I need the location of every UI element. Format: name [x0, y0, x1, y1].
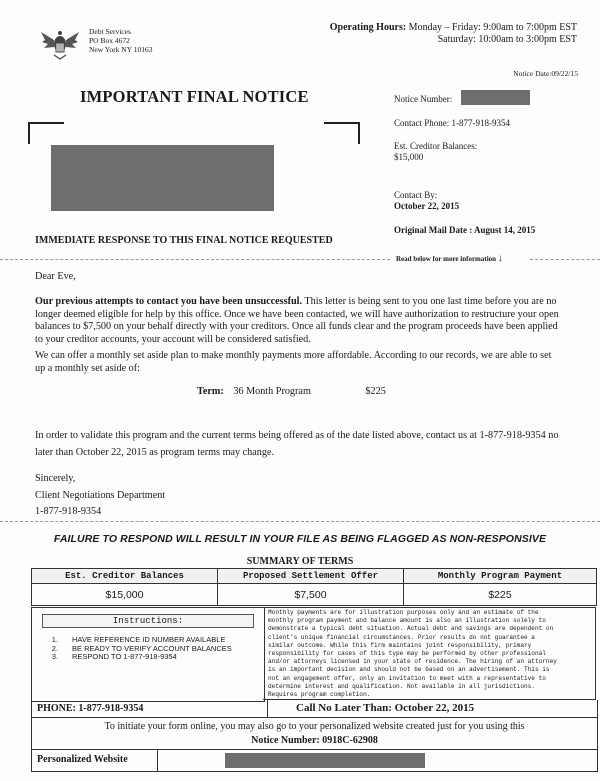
paragraph-line3: balances to $7,500 on your behalf directly with your creditors. Once all funds clear and the program proceeds have been applied: [35, 321, 558, 333]
recipient-address-redaction: [51, 145, 274, 211]
instructions-box: [31, 607, 265, 702]
paragraph-line4: to your creditor accounts, your account will be considered satisfied.: [35, 333, 311, 345]
contact-phone: Contact Phone: 1-877-918-9354: [394, 118, 510, 128]
contact-by-label: Contact By:: [394, 190, 438, 200]
disclaimer-line: and/or attorneys licensed in your state of residence. The hiring of an attorney: [268, 658, 557, 666]
instruction-item: RESPOND TO 1-877-918-9354: [72, 652, 177, 662]
set-aside-line1: We can offer a monthly set aside plan to make monthly payments more affordable. According to our records, we are able to set: [35, 350, 552, 361]
website-divider: [157, 749, 158, 771]
term-program: 36 Month Program: [233, 386, 311, 397]
original-mail-date: Original Mail Date : August 14, 2015: [394, 225, 536, 235]
contact-by-date: October 22, 2015: [394, 201, 460, 211]
disclaimer-line: Requires program completion.: [268, 691, 371, 699]
eagle-seal-logo: [40, 28, 80, 62]
warning-banner: FAILURE TO RESPOND WILL RESULT IN YOUR FILE AS BEING FLAGGED AS NON-RESPONSIVE: [53, 533, 547, 545]
summary-header-monthly: Monthly Program Payment: [404, 569, 597, 584]
paragraph-line2: longer deemed eligible for help by this office. Once we have been contacted, we will have authorization to restructure your open: [35, 308, 559, 320]
disclaimer-line: demonstrate a typical debt situation. Actual debt and savings are dependent on: [268, 625, 554, 633]
summary-value-monthly: $225: [404, 584, 597, 606]
creditor-balances-value: $15,000: [394, 152, 424, 162]
term-row: [197, 386, 386, 399]
disclaimer-line: monthly program payment and balance amount is also an illustration solely to: [268, 617, 546, 625]
closing-phone: 1-877-918-9354: [35, 506, 102, 518]
operating-hours-label: Operating Hours:: [329, 22, 407, 33]
term-label: Term:: [197, 386, 224, 397]
summary-table: [31, 568, 597, 606]
paragraph-line1: This letter is being sent to you one last time before you are no: [302, 296, 557, 307]
address-window-bracket-right: [324, 122, 360, 144]
creditor-balances-label: Est. Creditor Balances:: [394, 141, 478, 151]
notice-date: Notice Date:09/22/15: [513, 69, 578, 78]
phone-callby-row: [31, 700, 598, 718]
validate-line2: later than October 22, 2015 as program terms may change.: [35, 446, 275, 458]
summary-header-settlement: Proposed Settlement Offer: [218, 569, 404, 584]
notice-number-redaction: [461, 90, 530, 105]
closing-signature: [35, 473, 165, 519]
immediate-response-heading: IMMEDIATE RESPONSE TO THIS FINAL NOTICE REQUESTED: [35, 235, 333, 246]
instruction-item: BE READY TO VERIFY ACCOUNT BALANCES: [72, 643, 232, 653]
online-box: [31, 717, 598, 750]
operating-hours-weekday: Monday – Friday: 9:00am to 7:00pm EST: [408, 22, 577, 33]
footer-notice-number: Notice Number: 0918C-62908: [251, 735, 378, 746]
dashed-divider: [0, 259, 390, 260]
online-instructions: To initiate your form online, you may also go to your personalized website created just for you using this: [104, 721, 525, 732]
summary-value-creditor: $15,000: [32, 584, 218, 606]
disclaimer-line: determine interest and qualification. Not available in all jurisdictions.: [268, 682, 535, 690]
summary-value-settlement: $7,500: [218, 584, 404, 606]
disclaimer-line: not an engagement offer, only an invitation to meet with a representative to: [268, 674, 546, 682]
operating-hours: [330, 22, 577, 46]
paragraph-validate: [35, 430, 595, 459]
disclaimer-line: is an important decision and should not be based on an advertisement. This is: [268, 666, 550, 674]
website-url-redaction: [225, 753, 425, 768]
term-amount: $225: [365, 386, 386, 397]
operating-hours-saturday: Saturday: 10:00am to 3:00pm EST: [437, 34, 577, 45]
paragraph-previous-attempts: [35, 296, 585, 346]
sender-address: [89, 27, 152, 54]
paragraph-set-aside: [35, 350, 585, 375]
summary-header-creditor: Est. Creditor Balances: [32, 569, 218, 584]
summary-title: SUMMARY OF TERMS: [246, 556, 354, 567]
dashed-divider-right: [530, 259, 600, 260]
arrow-down-icon: ↓: [497, 253, 503, 264]
closing-department: Client Negotiations Department: [35, 489, 166, 501]
instructions-list: 1. HAVE REFERENCE ID NUMBER AVAILABLE 2. BE READY TO VERIFY ACCOUNT BALANCES 3. RESPOND TO 1-877-918-9354: [51, 635, 232, 662]
validate-line1: In order to validate this program and the current terms being offered as of the date listed above, contact us at 1-877-918-9354 no: [35, 430, 559, 441]
footer-divider: [267, 700, 268, 717]
call-no-later-than: Call No Later Than: October 22, 2015: [296, 702, 475, 714]
instruction-item: HAVE REFERENCE ID NUMBER AVAILABLE: [72, 635, 226, 644]
disclaimer-line: responsibility for cases of this type may be performed by other professional: [268, 650, 546, 658]
notice-number-label: Notice Number:: [394, 94, 453, 104]
page-title: IMPORTANT FINAL NOTICE: [80, 87, 309, 106]
website-label: Personalized Website: [37, 754, 128, 765]
closing-sincerely: Sincerely,: [35, 473, 76, 484]
read-below-note: [396, 254, 503, 264]
disclaimer-line: Monthly payments are for illustration purposes only and an estimate of the: [268, 609, 539, 616]
read-below-text: Read below for more information: [396, 255, 497, 263]
disclaimer-box: [263, 607, 596, 700]
set-aside-line2: up a monthly set aside of:: [35, 362, 140, 374]
sender-name: Debt Services: [89, 27, 131, 36]
sender-address-line2: New York NY 10163: [89, 45, 153, 54]
greeting: Dear Eve,: [35, 271, 76, 282]
instructions-label: Instructions:: [42, 614, 254, 628]
sender-address-line1: PO Box 4672: [89, 36, 130, 45]
website-row: [31, 749, 598, 772]
footer-phone: PHONE: 1-877-918-9354: [37, 703, 144, 714]
paragraph-bold-lead: Our previous attempts to contact you have been unsuccessful.: [35, 296, 303, 307]
disclaimer-line: client's unique financial circumstances. Prior results do not guarantee a: [268, 633, 535, 641]
address-window-bracket-left: [28, 122, 64, 144]
disclaimer-line: similar outcome. While this firm maintains joint responsibility, primary: [268, 641, 532, 649]
perforation-line: [0, 521, 600, 522]
